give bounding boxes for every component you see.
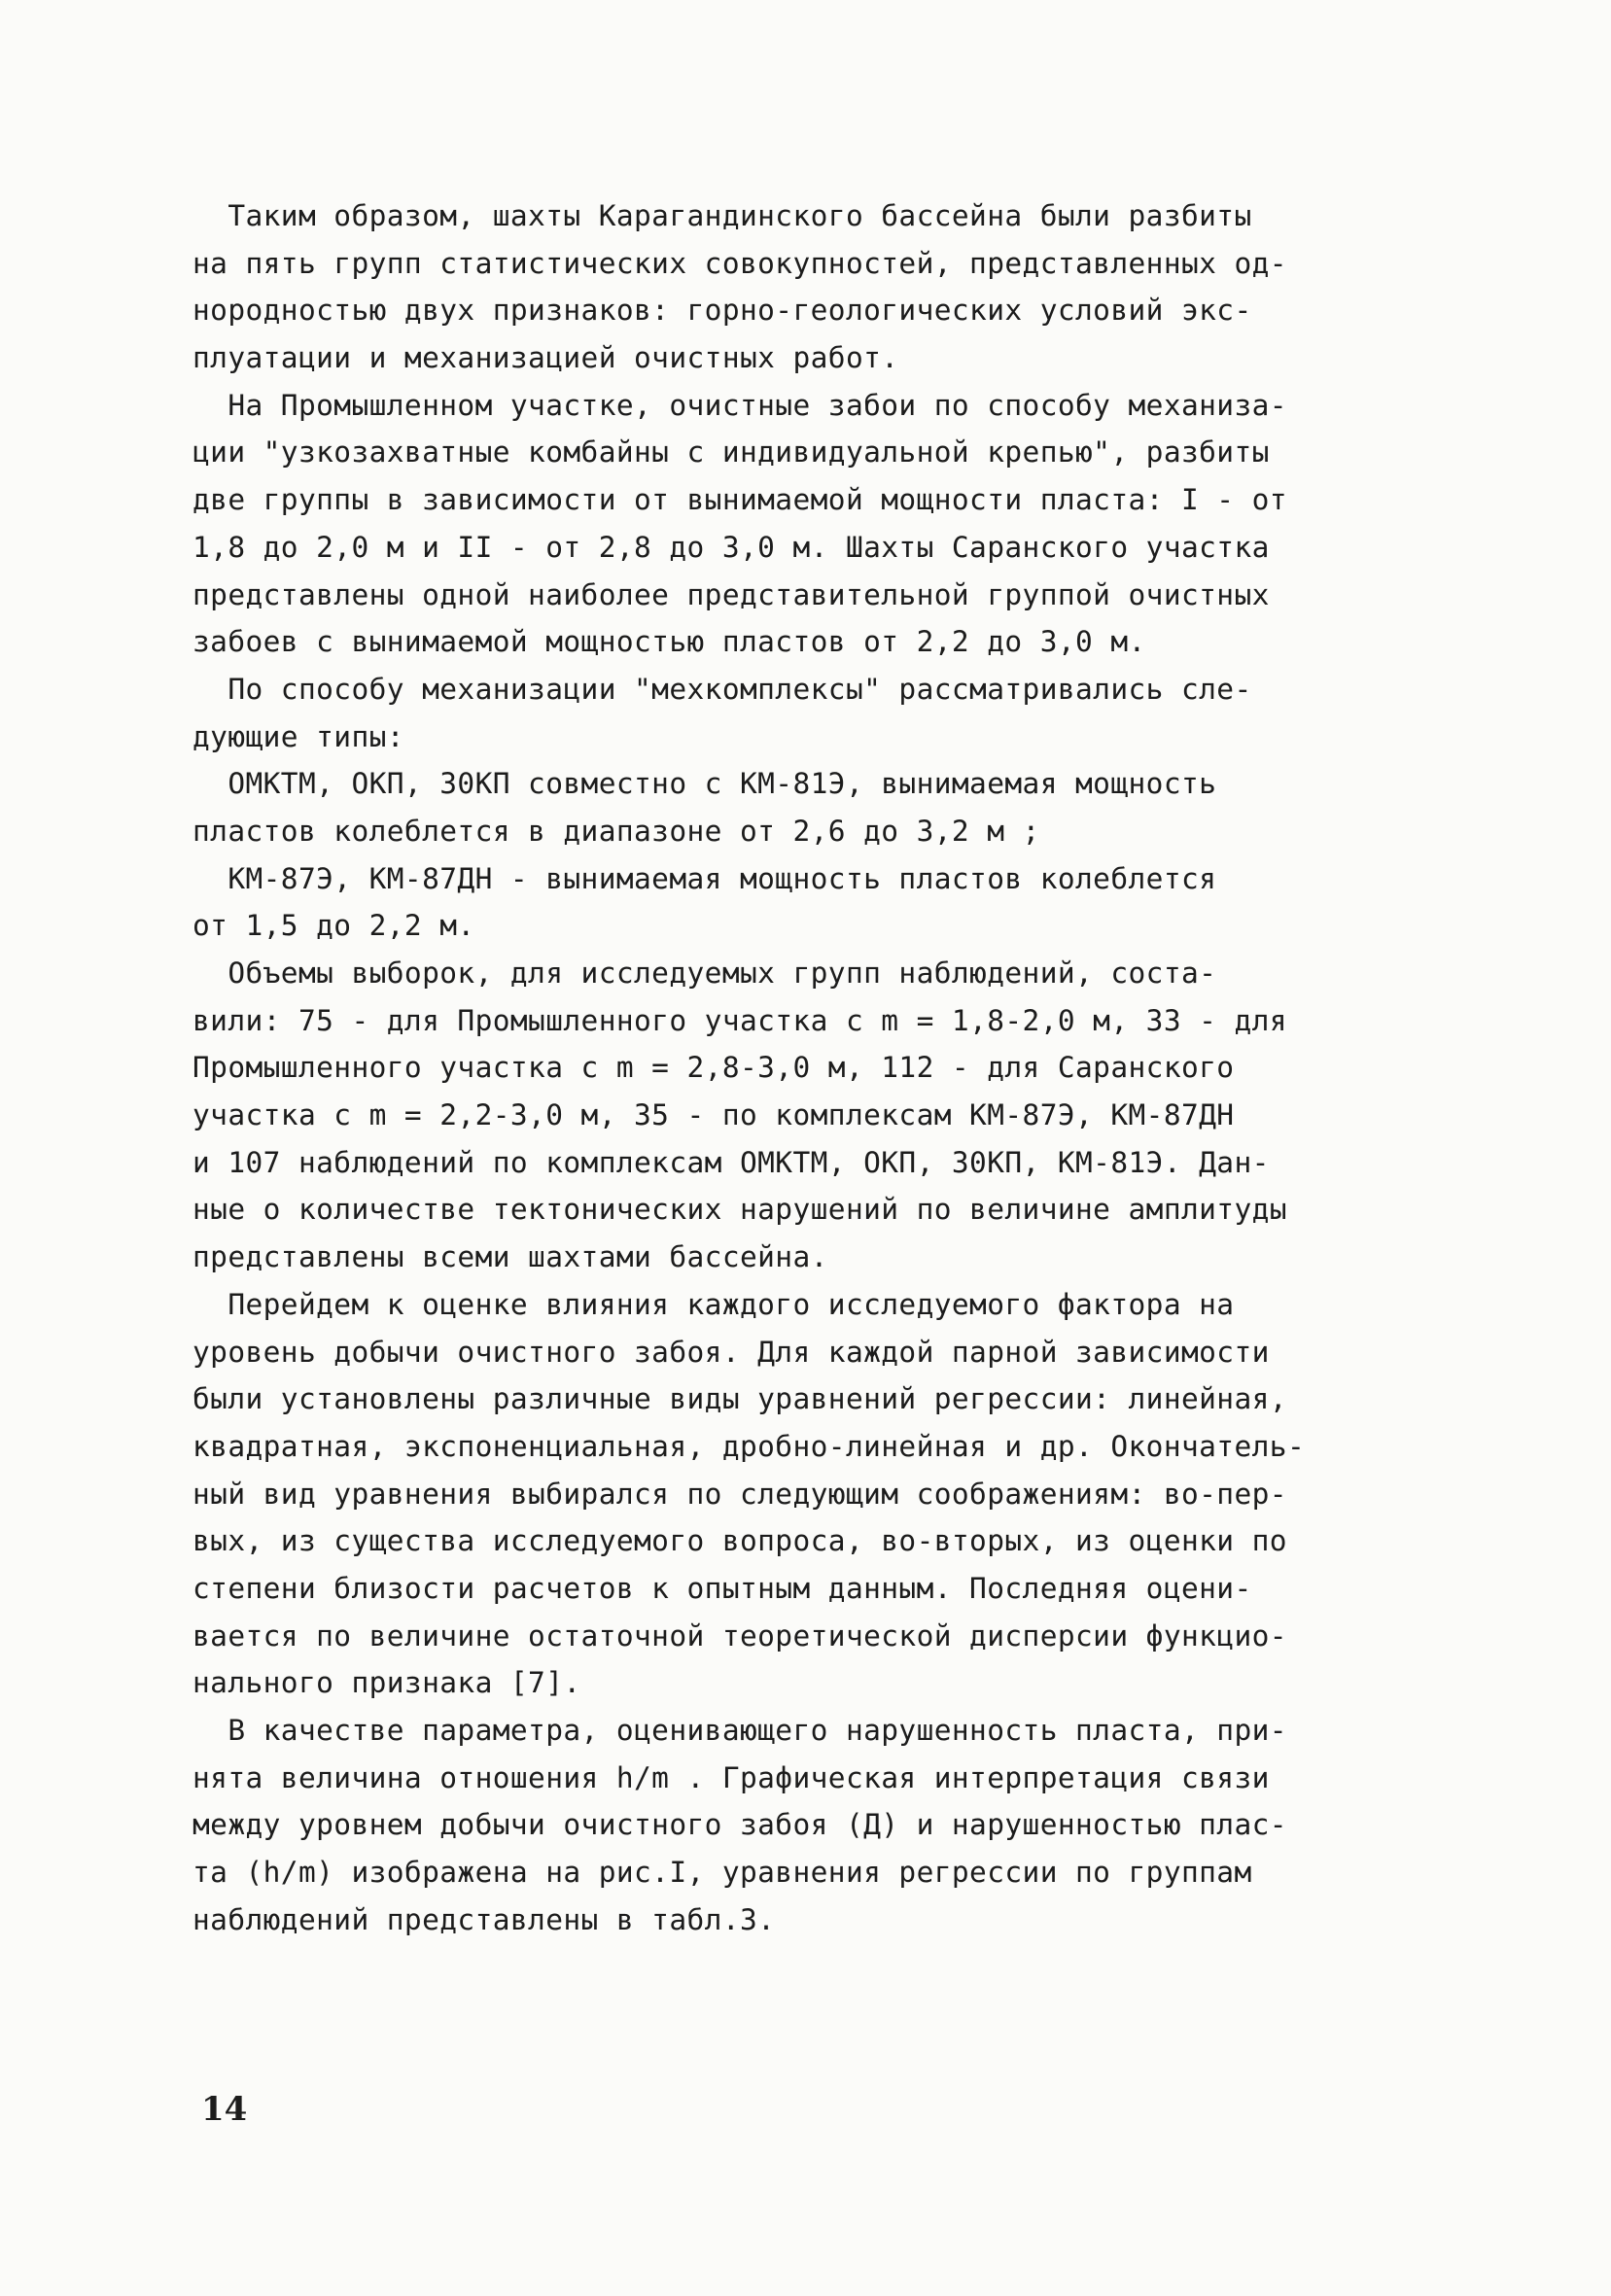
text-line: две группы в зависимости от вынимаемой мощности пласта: I - от [193, 483, 1287, 517]
text-line: на пять групп статистических совокупностей, представленных од- [193, 246, 1287, 280]
text-line: пластов колеблется в диапазоне от 2,6 до 3,2 м ; [193, 814, 1040, 848]
text-line: между уровнем добычи очистного забоя (Д) и нарушенностью плас- [193, 1808, 1287, 1842]
text-line: забоев с вынимаемой мощностью пластов от 2,2 до 3,0 м. [193, 625, 1146, 659]
text-line: представлены всеми шахтами бассейна. [193, 1240, 828, 1274]
text-line: вых, из существа исследуемого вопроса, во-вторых, из оценки по [193, 1524, 1287, 1558]
text-line: Промышленного участка с m = 2,8-3,0 м, 112 - для Саранского [193, 1051, 1235, 1085]
text-line: участка с m = 2,2-3,0 м, 35 - по комплексам КМ-87Э, КМ-87ДН [193, 1098, 1235, 1132]
text-line: от 1,5 до 2,2 м. [193, 909, 475, 943]
text-line: По способу механизации "мехкомплексы" рассматривались сле- [193, 672, 1252, 706]
text-line: На Промышленном участке, очистные забои по способу механиза- [193, 388, 1287, 422]
text-line: ный вид уравнения выбирался по следующим соображениям: во-пер- [193, 1477, 1287, 1511]
text-line: представлены одной наиболее представительной группой очистных [193, 577, 1270, 611]
text-line: дующие типы: [193, 719, 404, 753]
text-line: были установлены различные виды уравнений регрессии: линейная, [193, 1382, 1287, 1416]
page-number: 14 [201, 2090, 248, 2129]
text-line: ОМКТМ, ОКП, 30КП совместно с КМ-81Э, вынимаемая мощность [193, 767, 1217, 801]
text-line: плуатации и механизацией очистных работ. [193, 341, 899, 375]
text-line: вили: 75 - для Промышленного участка с m = 1,8-2,0 м, 33 - для [193, 1003, 1287, 1037]
text-line: 1,8 до 2,0 м и II - от 2,8 до 3,0 м. Шахты Саранского участка [193, 530, 1270, 564]
text-line: уровень добычи очистного забоя. Для каждой парной зависимости [193, 1335, 1270, 1369]
text-line: нального признака [7]. [193, 1666, 581, 1700]
text-line: нородностью двух признаков: горно-геологических условий экс- [193, 294, 1252, 328]
text-line: ции "узкозахватные комбайны с индивидуальной крепью", разбиты [193, 435, 1270, 470]
text-line: и 107 наблюдений по комплексам ОМКТМ, ОКП, 30КП, КМ-81Э. Дан- [193, 1145, 1270, 1179]
text-line: наблюдений представлены в табл.3. [193, 1902, 776, 1936]
text-line: та (h/m) изображена на рис.I, уравнения регрессии по группам [193, 1856, 1252, 1890]
text-line: КМ-87Э, КМ-87ДН - вынимаемая мощность пластов колеблется [193, 861, 1217, 895]
text-line: нята величина отношения h/m . Графическая интерпретация связи [193, 1760, 1270, 1794]
text-line: Таким образом, шахты Карагандинского бассейна были разбиты [193, 199, 1252, 232]
body-text [193, 192, 1447, 1943]
text-line: Объемы выборок, для исследуемых групп наблюдений, соста- [193, 957, 1217, 990]
text-line: В качестве параметра, оценивающего нарушенность пласта, при- [193, 1714, 1287, 1747]
text-line: ные о количестве тектонических нарушений по величине амплитуды [193, 1193, 1287, 1227]
text-line: квадратная, экспоненциальная, дробно-линейная и др. Окончатель- [193, 1429, 1306, 1463]
text-line: вается по величине остаточной теоретической дисперсии функцио- [193, 1618, 1287, 1652]
text-line: степени близости расчетов к опытным данным. Последняя оцени- [193, 1571, 1252, 1605]
text-line: Перейдем к оценке влияния каждого исследуемого фактора на [193, 1287, 1235, 1321]
